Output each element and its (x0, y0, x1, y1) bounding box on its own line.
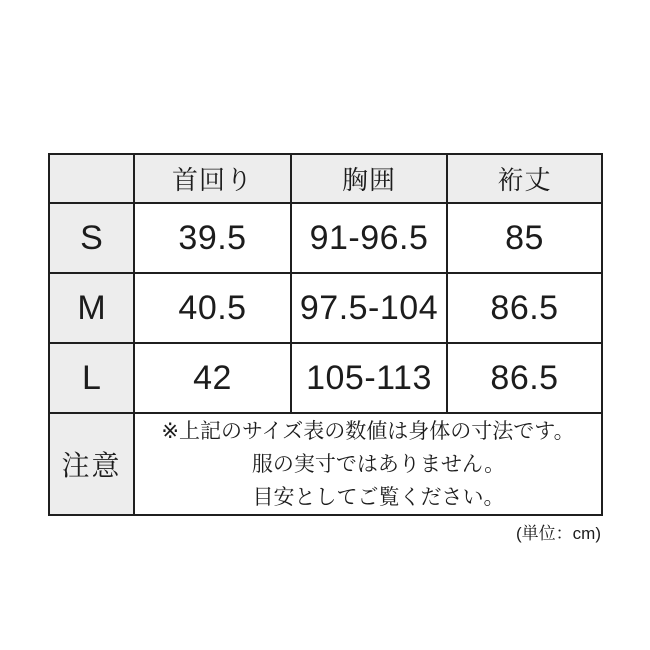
cell-m-neck: 40.5 (134, 273, 291, 343)
row-label-l: L (49, 343, 134, 413)
cell-l-neck: 42 (134, 343, 291, 413)
row-label-m: M (49, 273, 134, 343)
note-cell (134, 413, 602, 515)
col-header-sleeve: 裄丈 (447, 154, 602, 203)
cell-l-sleeve: 86.5 (447, 343, 602, 413)
col-header-neck: 首回り (134, 154, 291, 203)
cell-s-neck: 39.5 (134, 203, 291, 273)
note-line-1: ※上記のサイズ表の数値は身体の寸法です。 (161, 419, 575, 443)
note-line-2: 服の実寸ではありません。 (251, 452, 506, 476)
note-line-3: 目安としてご覧ください。 (252, 485, 505, 509)
size-table (48, 153, 603, 516)
cell-l-chest: 105-113 (291, 343, 447, 413)
cell-m-sleeve: 86.5 (447, 273, 602, 343)
cell-s-sleeve: 85 (447, 203, 602, 273)
col-header-chest: 胸囲 (291, 154, 447, 203)
table-row-s (49, 203, 602, 273)
table-row-m (49, 273, 602, 343)
corner-cell (49, 154, 134, 203)
row-label-s: S (49, 203, 134, 273)
unit-label: (単位：cm) (516, 524, 601, 543)
cell-s-chest: 91-96.5 (291, 203, 447, 273)
table-row-l (49, 343, 602, 413)
note-label: 注意 (49, 413, 134, 515)
header-row (49, 154, 602, 203)
note-row (49, 413, 602, 515)
cell-m-chest: 97.5-104 (291, 273, 447, 343)
